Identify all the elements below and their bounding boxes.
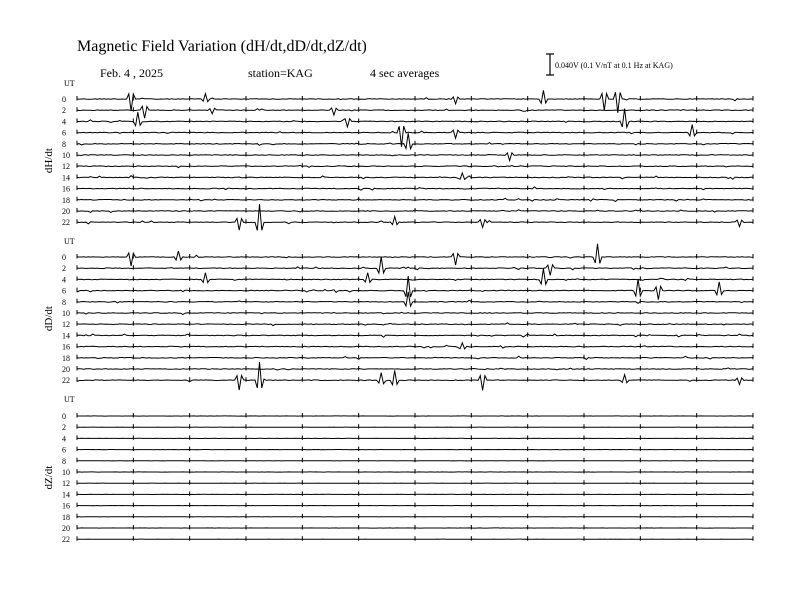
ut-label: UT [64,237,75,246]
hour-label: 22 [62,535,70,545]
hour-label: 16 [62,342,70,352]
hour-label: 20 [62,207,70,216]
hour-label: 12 [62,162,70,172]
hour-label: 14 [62,331,70,341]
hour-label: 20 [62,524,70,533]
hour-label: 10 [62,309,70,318]
hour-label: 14 [62,173,70,183]
hour-label: 16 [62,501,70,511]
hour-label: 22 [62,218,70,228]
hour-label: 0 [62,253,66,262]
hour-label: 0 [62,412,66,421]
hour-label: 2 [62,264,66,274]
hour-label: 10 [62,151,70,160]
hour-label: 18 [62,195,70,205]
hour-label: 18 [62,353,70,363]
hour-label: 22 [62,376,70,386]
chart-title: Magnetic Field Variation (dH/dt,dD/dt,dZ/dt) [77,38,367,55]
hour-label: 8 [62,456,66,466]
hour-label: 8 [62,297,66,307]
hour-label: 6 [62,286,66,296]
ut-label: UT [64,395,75,404]
hour-label: 4 [62,275,66,285]
hour-label: 2 [62,106,66,116]
hour-label: 6 [62,445,66,455]
hour-label: 8 [62,139,66,149]
panel-label: dZ/dt [43,465,55,490]
hour-label: 10 [62,468,70,477]
hour-label: 20 [62,365,70,374]
hour-label: 16 [62,184,70,194]
hour-label: 12 [62,479,70,489]
hour-label: 6 [62,128,66,138]
hour-label: 18 [62,512,70,522]
scale-bar-label: 0.040V (0.1 V/nT at 0.1 Hz at KAG) [555,61,673,70]
ut-label: UT [64,79,75,88]
averaging-label: 4 sec averages [370,66,440,80]
hour-label: 12 [62,320,70,330]
hour-label: 4 [62,434,66,444]
station-label: station=KAG [248,66,313,80]
hour-label: 14 [62,490,70,500]
hour-label: 2 [62,423,66,433]
hour-label: 4 [62,117,66,127]
hour-label: 0 [62,95,66,104]
panel-label: dH/dt [43,148,55,174]
date-label: Feb. 4 , 2025 [100,66,163,80]
panel-label: dD/dt [43,306,55,332]
